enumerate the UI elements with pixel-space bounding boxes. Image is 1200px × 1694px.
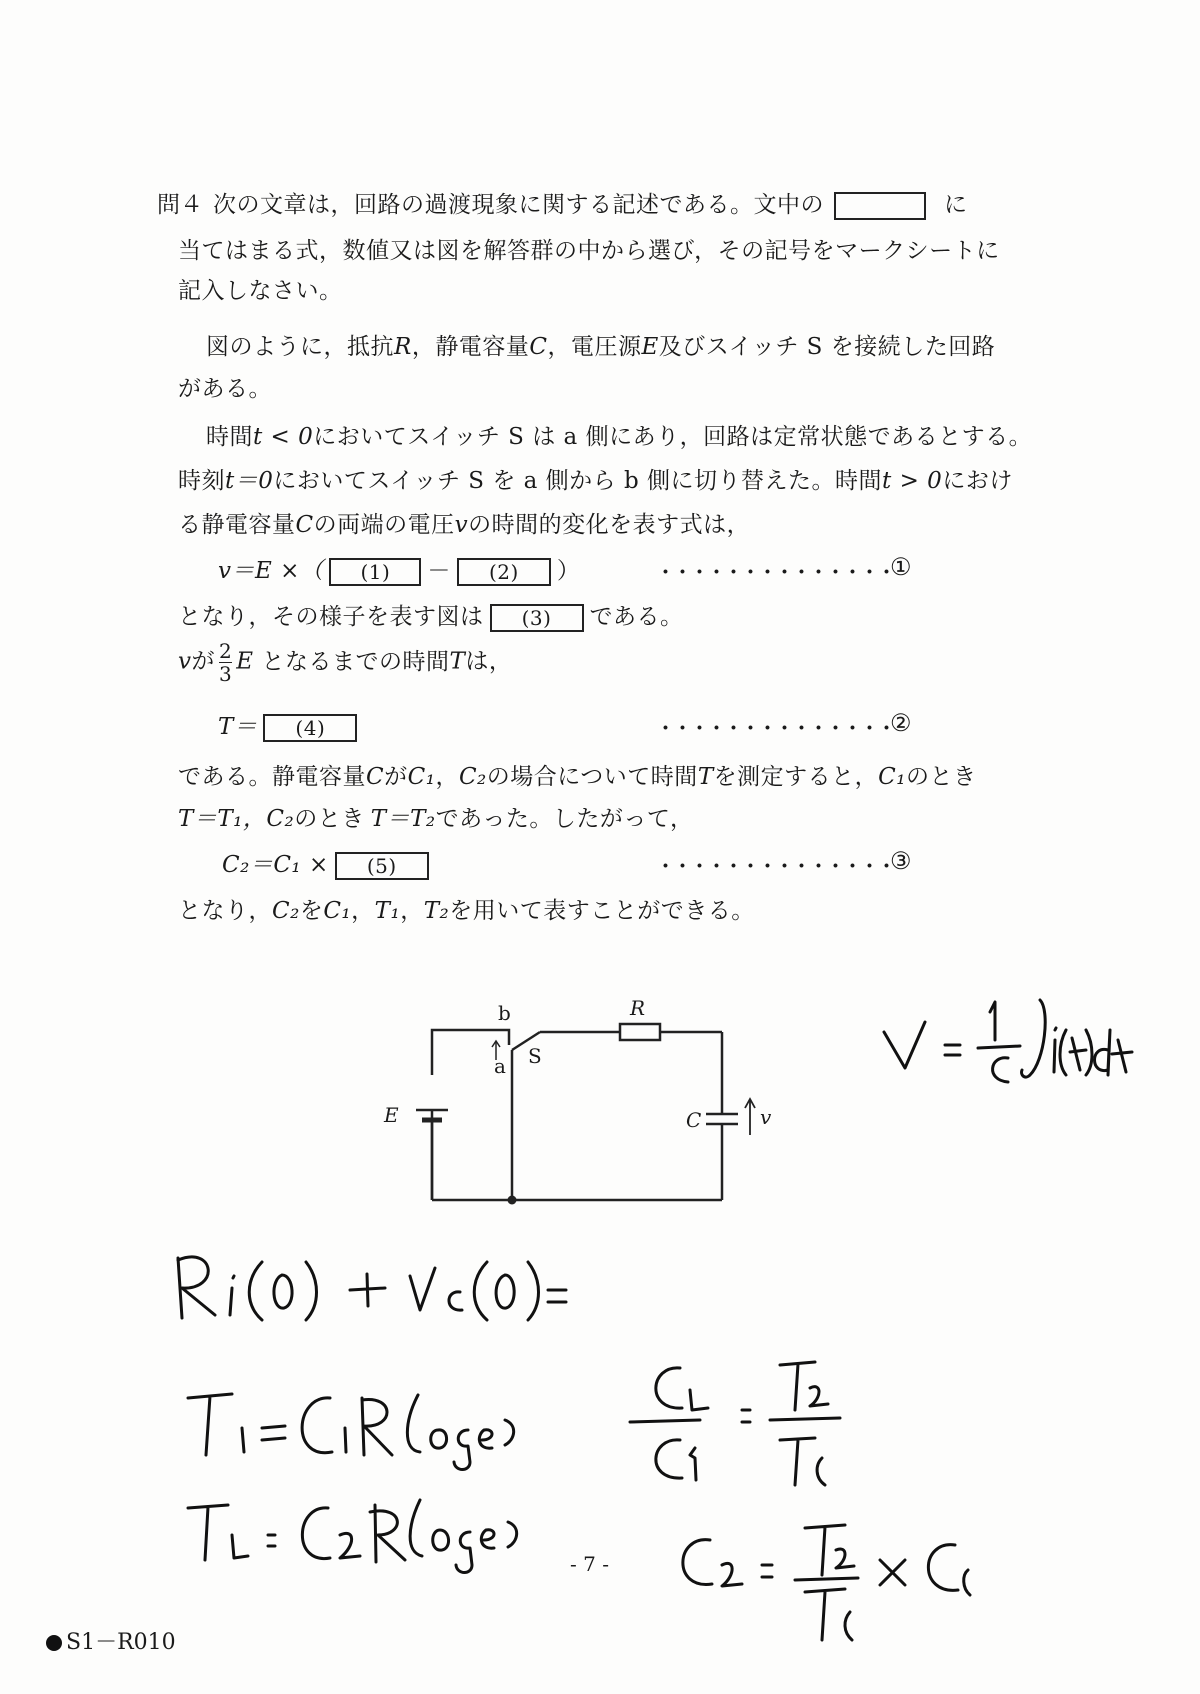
sym-c1: C₁ — [878, 764, 906, 790]
text: 図のように，抵抗 — [206, 334, 394, 360]
text: は， — [465, 648, 513, 675]
intro-line-2: 当てはまる式，数値又は図を解答群の中から選び，その記号をマークシートに — [178, 238, 1000, 264]
text: ，静電容量 — [411, 334, 530, 360]
text: ， — [435, 764, 459, 790]
text: である。静電容量 — [178, 764, 366, 790]
text: であった。したがって， — [435, 806, 694, 832]
eq3-prefix: C₂＝C₁ × — [222, 852, 329, 878]
text: る静電容量 — [178, 512, 296, 538]
handwritten-t1-note — [188, 1394, 514, 1470]
eq1-suffix: ） — [556, 558, 581, 584]
blank-4: (4) — [263, 714, 357, 742]
dot-leader-1: ･･････････････ — [660, 561, 899, 586]
label-b: b — [498, 1001, 511, 1025]
text: ， — [351, 898, 375, 924]
document-code — [46, 1625, 176, 1656]
sym-c1: C₁ — [323, 898, 352, 924]
t-eq-t1: T＝T₁， — [178, 806, 267, 832]
sym-e: E — [641, 334, 659, 360]
sym-v: v — [454, 512, 469, 538]
dot-leader-2: ･･････････････ — [660, 717, 899, 742]
blank-2: (2) — [457, 558, 551, 586]
text: の両端の電圧 — [313, 512, 455, 538]
label-c: C — [686, 1108, 702, 1132]
blank-1: (1) — [329, 558, 421, 586]
text: の時間的変化を表す式は， — [468, 512, 751, 538]
text: を測定すると， — [713, 764, 879, 790]
text: となるまでの時間 — [261, 648, 450, 675]
text: ，電圧源 — [547, 334, 642, 360]
sym-c: C — [529, 334, 548, 360]
equation-number-1: ① — [890, 553, 912, 581]
sym-t: T — [449, 648, 466, 675]
text: 時間 — [206, 424, 253, 450]
sym-e: E — [236, 648, 254, 675]
junction-dot — [508, 1196, 517, 1205]
handwritten-ratio-note — [630, 1362, 840, 1485]
sym-t1: T₁ — [374, 898, 401, 924]
eq1-prefix: v＝E ×（ — [218, 558, 324, 584]
intro-line-3: 記入しなさい。 — [178, 278, 343, 304]
resistor-r — [620, 1024, 660, 1040]
sym-r: R — [394, 334, 412, 360]
text: 及びスイッチ S を接続した回路 — [658, 334, 996, 360]
blank-5: (5) — [335, 852, 429, 880]
frac-denominator: 3 — [219, 662, 233, 686]
text: においてスイッチ S は a 側にあり，回路は定常状態であるとする。 — [313, 424, 1033, 450]
page-number: - 7 - — [570, 1552, 609, 1576]
text: となり，その様子を表す図は — [178, 604, 484, 630]
text: が — [191, 648, 215, 675]
t-eq-t2: T＝T₂ — [370, 806, 436, 832]
sym-c: C — [366, 764, 385, 790]
paragraph-1-line-2: がある。 — [178, 376, 272, 402]
sym-t2: T₂ — [423, 898, 450, 924]
eq2-prefix: T＝ — [218, 714, 258, 740]
handwritten-result-note — [683, 1525, 970, 1640]
circuit-diagram — [383, 996, 772, 1205]
label-e: E — [384, 1103, 399, 1127]
sym-c1: C₁ — [407, 764, 436, 790]
bullet-dot-icon — [46, 1635, 62, 1651]
sym-t-gt0: t > 0 — [882, 468, 943, 494]
eq1-minus: － — [427, 558, 451, 584]
text: におけ — [942, 468, 1013, 494]
handwritten-integral-note — [884, 1000, 1132, 1082]
blank-3: (3) — [490, 604, 584, 632]
text: を用いて表すことができる。 — [449, 898, 755, 924]
text: のとき — [294, 806, 365, 832]
label-v: v — [760, 1105, 772, 1129]
sym-t-lt0: t < 0 — [253, 424, 314, 450]
document-code-text: S1－R010 — [66, 1630, 176, 1655]
label-r: R — [630, 996, 646, 1020]
text: ， — [400, 898, 424, 924]
intro-text: 次の文章は，回路の過渡現象に関する記述である。文中の — [213, 192, 824, 218]
frac-numerator: 2 — [219, 639, 233, 663]
sym-c2: C₂ — [272, 898, 300, 924]
text: においてスイッチ S を a 側から b 側に切り替えた。時間 — [273, 468, 883, 494]
dot-leader-3: ･･････････････ — [660, 855, 899, 880]
sym-t: T — [697, 764, 714, 790]
text: のとき — [905, 764, 977, 790]
label-s: S — [528, 1044, 542, 1068]
sym-v: v — [178, 648, 192, 675]
text: が — [384, 764, 408, 790]
text: 時刻 — [178, 468, 225, 494]
equation-number-3: ③ — [890, 847, 912, 875]
equation-number-2: ② — [890, 709, 912, 737]
question-number: 問４ — [157, 192, 203, 218]
intro-text-end: に — [944, 192, 968, 218]
sym-c: C — [295, 512, 314, 538]
text: である。 — [589, 604, 684, 630]
text: の場合について時間 — [486, 764, 698, 790]
label-a: a — [494, 1054, 506, 1078]
sym-c2: C₂ — [266, 806, 295, 832]
sym-t-eq0: t＝0 — [225, 468, 274, 494]
text: となり， — [178, 898, 272, 924]
handwritten-t2-note — [188, 1500, 517, 1573]
handwritten-kvl-note — [178, 1257, 566, 1320]
sym-c2: C₂ — [458, 764, 487, 790]
text: を — [299, 898, 324, 924]
